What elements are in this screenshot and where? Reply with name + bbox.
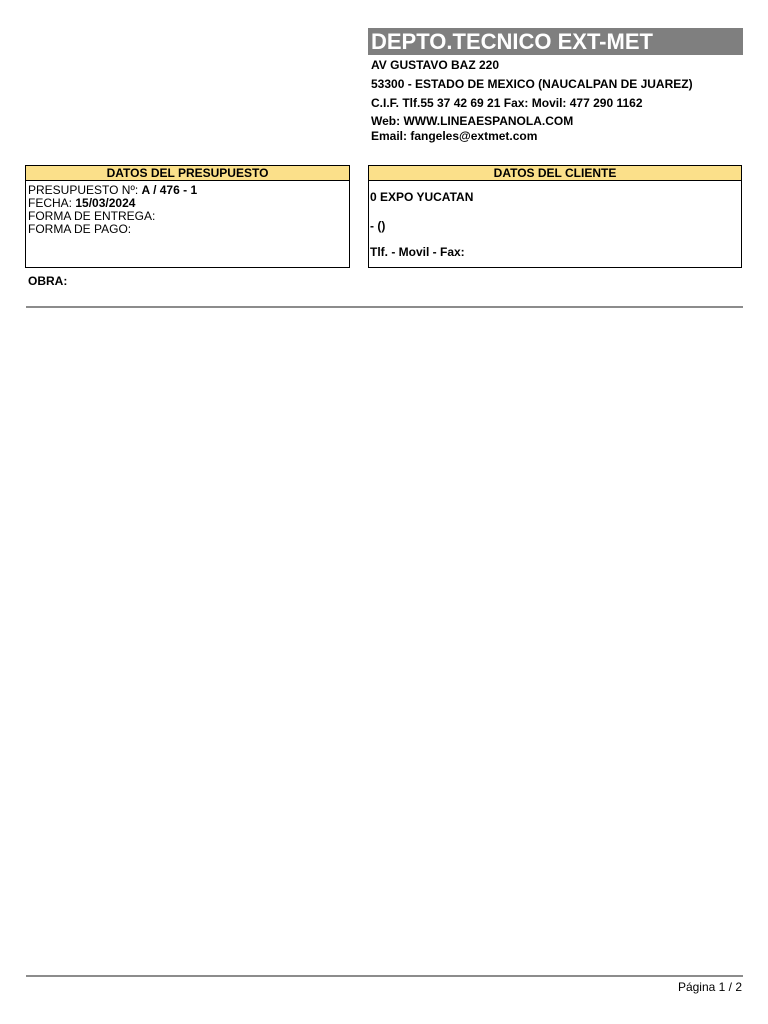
company-name: DEPTO.TECNICO EXT-MET: [368, 28, 743, 55]
obra-label: OBRA:: [28, 274, 68, 288]
client-name: 0 EXPO YUCATAN: [370, 190, 474, 204]
budget-date-label: FECHA:: [28, 196, 73, 210]
client-contact: Tlf. - Movil - Fax:: [370, 245, 465, 259]
budget-header: DATOS DEL PRESUPUESTO: [25, 165, 350, 181]
company-city: 53300 - ESTADO DE MEXICO (NAUCALPAN DE JUAREZ): [371, 77, 693, 91]
budget-delivery-label: FORMA DE ENTREGA:: [28, 209, 156, 223]
budget-number-label: PRESUPUESTO Nº:: [28, 183, 139, 197]
company-web: Web: WWW.LINEAESPANOLA.COM: [371, 114, 574, 128]
company-address: AV GUSTAVO BAZ 220: [371, 58, 500, 72]
client-header: DATOS DEL CLIENTE: [368, 165, 742, 181]
bottom-divider: [26, 975, 743, 977]
client-location: - (): [370, 219, 386, 233]
budget-payment-label: FORMA DE PAGO:: [28, 222, 132, 236]
budget-number-value: A / 476 - 1: [141, 183, 198, 197]
budget-date-value: 15/03/2024: [75, 196, 136, 210]
company-phones: C.I.F. Tlf.55 37 42 69 21 Fax: Movil: 477 290 1162: [371, 96, 643, 110]
company-email: Email: fangeles@extmet.com: [371, 129, 538, 143]
page-number: Página 1 / 2: [677, 980, 742, 994]
top-divider: [26, 306, 743, 308]
